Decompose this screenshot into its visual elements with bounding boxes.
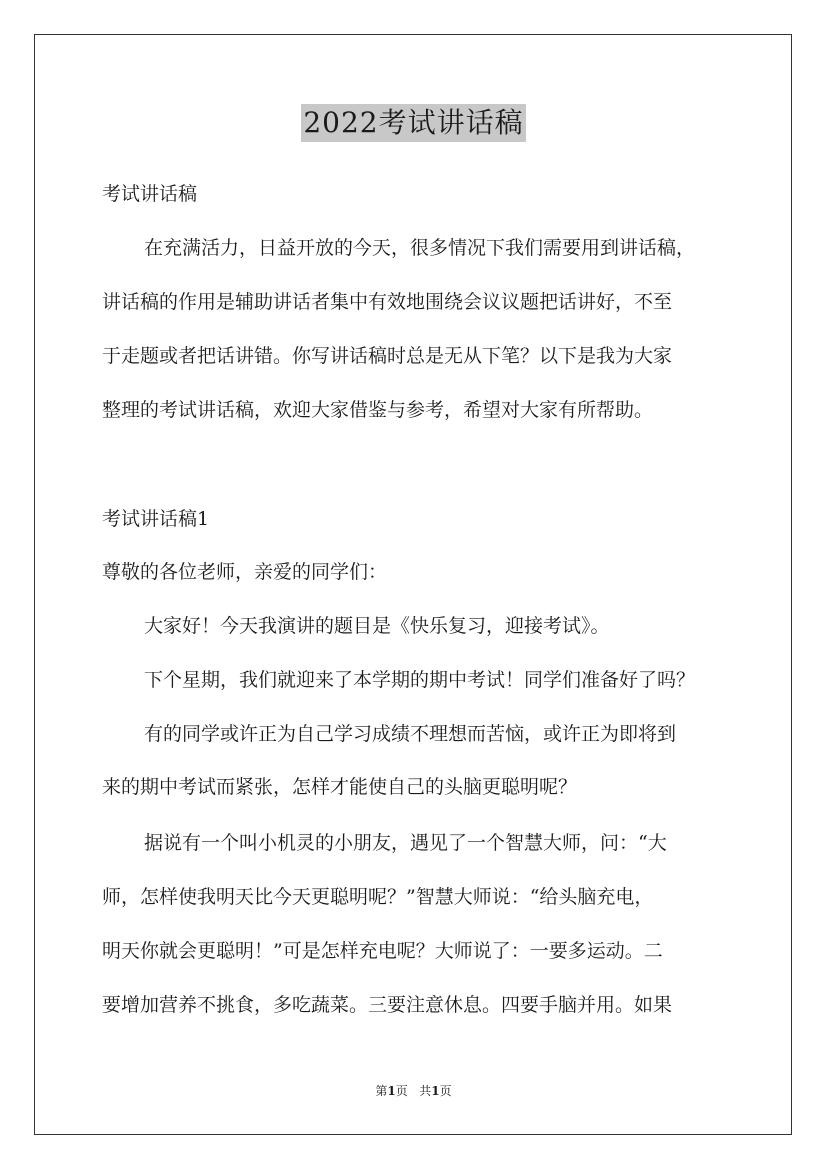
footer-total-prefix: 共 bbox=[419, 1084, 432, 1098]
footer-total-number: 1 bbox=[431, 1084, 440, 1098]
body-line: 师，怎样使我明天比今天更聪明呢？”智慧大师说：“给头脑充电， bbox=[102, 886, 654, 908]
intro-line: 整理的考试讲话稿，欢迎大家借鉴与参考，希望对大家有所帮助。 bbox=[102, 399, 654, 421]
intro-line: 讲话稿的作用是辅助讲话者集中有效地围绕会议议题把话讲好，不至 bbox=[102, 291, 673, 313]
intro-line: 于走题或者把话讲错。你写讲话稿时总是无从下笔？以下是我为大家 bbox=[102, 345, 673, 367]
footer-total-suffix: 页 bbox=[439, 1084, 452, 1098]
footer-page-prefix: 第 bbox=[375, 1084, 388, 1098]
footer-page-suffix: 页 bbox=[395, 1084, 408, 1098]
body-line: 下个星期，我们就迎来了本学期的期中考试！同学们准备好了吗？ bbox=[144, 669, 696, 691]
greeting-line: 尊敬的各位老师，亲爱的同学们： bbox=[102, 561, 388, 583]
body-line: 要增加营养不挑食，多吃蔬菜。三要注意休息。四要手脑并用。如果 bbox=[102, 994, 673, 1016]
body-line: 大家好！今天我演讲的题目是《快乐复习，迎接考试》。 bbox=[144, 615, 610, 637]
section-heading: 考试讲话稿1 bbox=[102, 508, 210, 530]
footer-page-number: 1 bbox=[387, 1084, 396, 1098]
body-line: 明天你就会更聪明！”可是怎样充电呢？大师说了：一要多运动。二 bbox=[102, 940, 663, 962]
intro-line: 在充满活力，日益开放的今天，很多情况下我们需要用到讲话稿， bbox=[144, 237, 696, 259]
page-footer bbox=[0, 1083, 827, 1099]
document-title: 2022考试讲话稿 bbox=[301, 104, 525, 142]
body-line: 据说有一个叫小机灵的小朋友，遇见了一个智慧大师，问：“大 bbox=[144, 832, 667, 854]
document-subtitle: 考试讲话稿 bbox=[102, 183, 198, 205]
body-line: 来的期中考试而紧张，怎样才能使自己的头脑更聪明呢？ bbox=[102, 776, 578, 798]
body-line: 有的同学或许正为自己学习成绩不理想而苦恼，或许正为即将到 bbox=[144, 723, 677, 745]
